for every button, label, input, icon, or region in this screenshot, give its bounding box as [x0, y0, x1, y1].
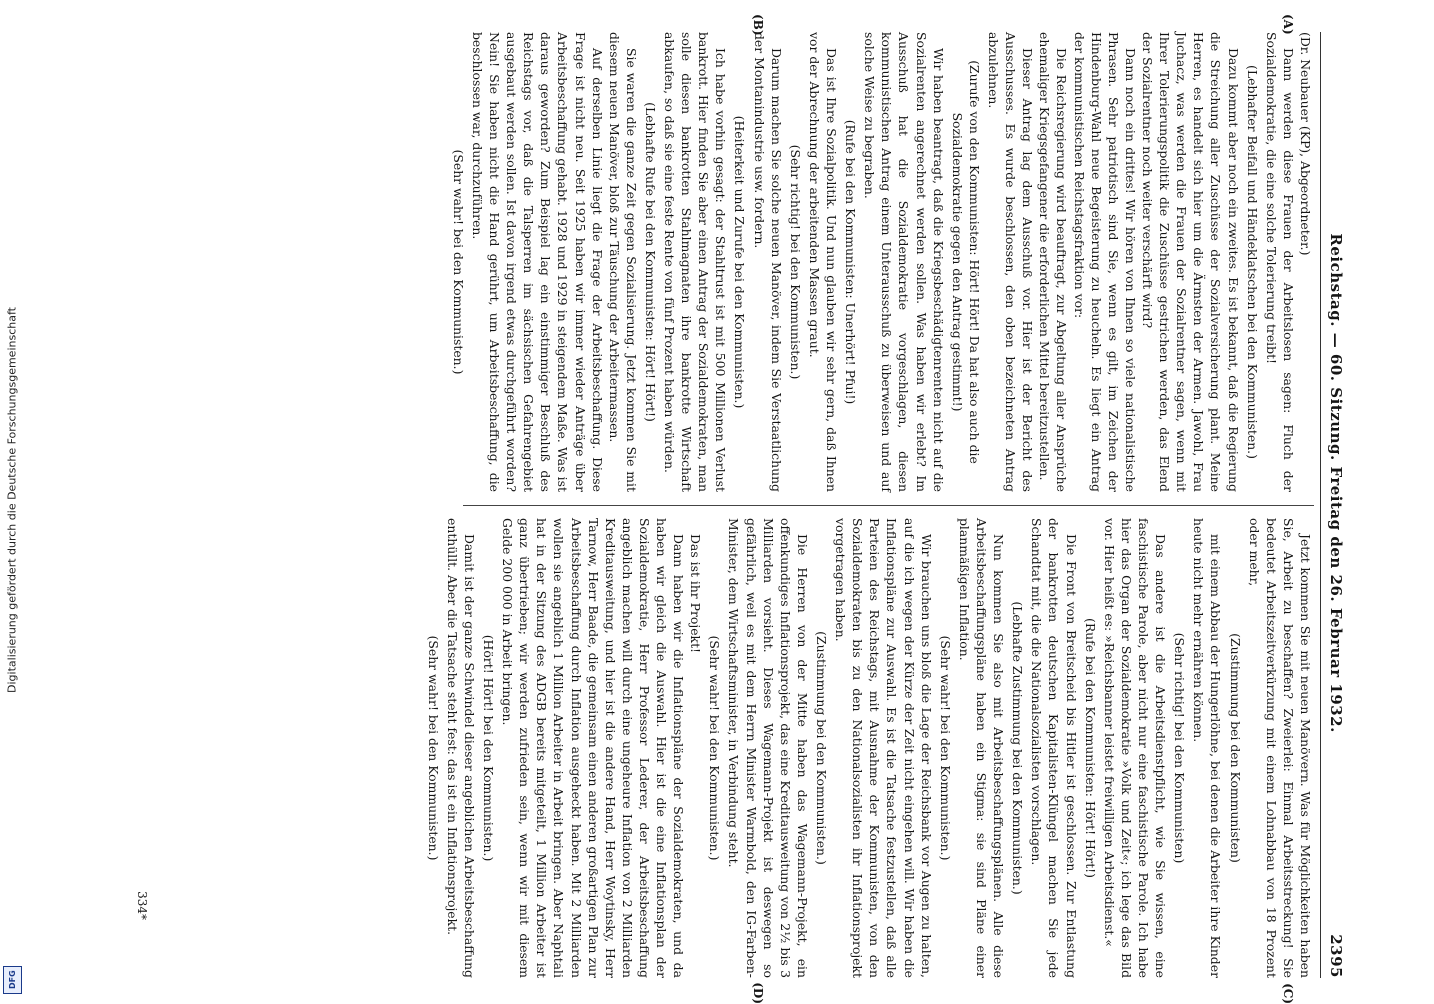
paragraph: Darum machen Sie solche neuen Manöver, indem Sie Verstaatlichung der Montanindustrie usw. fordern. — [751, 32, 784, 492]
paragraph: Dann haben wir die Inflationspläne der Sozialdemokraten, und da haben wir gleich die Auswahl. Hier ist die eine Inflationsplan der Sozialdemokratie, Herr Professor Lederer, der Arbeitsbeschaffung angeblich machen will durch eine ungeheure Inflation von 2 Milliarden Kreditausweitung, und hier ist die andere Hand, Herr Woytinsky, Herr Tarnow, Herr Baade, die gemeinsam einen anderen großartigen Plan zur Arbeitsbeschaffung durch Inflation ausgeheckt haben. Mit 2 Milliarden wollen sie angeblich 1 Million Arbeiter in Arbeit bringen. Aber Naphtali hat in der Sitzung des ADGB bereits mitgeteilt, 1 Million Arbeiter ist ganz übertrieben; wir werden zufrieden sein, wenn wir mit diesem Gelde 200 000 in Arbeit bringen. — [500, 518, 687, 978]
interjection: (Lebhafte Rufe bei den Kommunisten: Hört! Hört!) — [642, 102, 658, 422]
margin-marker-d: (D) — [751, 982, 765, 1004]
paragraph: Dann werden diese Frauen der Arbeitslosen sagen: Fluch der Sozialdemokratie, die eine solche Tolerierung treibt! — [1263, 32, 1296, 492]
interjection: (Lebhafter Beifall und Händeklatschen bei den Kommunisten.) — [1244, 65, 1260, 459]
interjection: (Sehr wahr! bei den Kommunisten.) — [425, 635, 441, 861]
interjection: (Zurufe von den Kommunisten: Hört! Hört! Da hat also auch die Sozialdemokratie gegen den Antrag gestimmt!) — [949, 60, 982, 464]
interjection: (Hört! Hört! bei den Kommunisten.) — [480, 634, 496, 862]
digitization-credit — [0, 0, 24, 1000]
page-number: 2395 — [1327, 934, 1345, 978]
paragraph: mit einem Abbau der Hungerlöhne, bei denen die Arbeiter ihre Kinder heute nicht mehr ernähren können. — [1191, 518, 1224, 978]
paragraph: Dann noch ein drittes! Wir hören von Ihnen so viele nationalistische Phrasen. Sehr patriotisch sind Sie, wenn es gilt, im Zeichen der Hindenburg-Wahl neue Begeisterung zu heucheln. Es liegt ein Antrag der kommunistischen Reichstagsfraktion vor: — [1071, 32, 1138, 492]
interjection: (Sehr wahr! bei den Kommunisten.) — [937, 635, 953, 861]
quoted-motion: Die Reichsregierung wird beauftragt, zur Abgeltung aller Ansprüche ehemaliger Kriegsgefangener die erforderlichen Mittel bereitzustellen. — [1037, 32, 1070, 492]
paragraph: Wir brauchen uns bloß die Lage der Reichsbank vor Augen zu halten, auf die ich wegen der Kürze der Zeit nicht eingehen will. Wir haben die Inflationspläne zur Auswahl. Es ist die Tatsache festzustellen, daß alle Parteien des Reichstags, mit Ausnahme der Kommunisten, von den Sozialdemokraten bis zu den Nationalsozialisten ihr Inflationsprojekt vorgetragen haben. — [833, 518, 934, 978]
paragraph: Dieser Antrag lag dem Ausschuß vor. Hier ist der Bericht des Ausschusses. Es wurde beschlossen, den oben bezeichneten Antrag abzulehnen. — [986, 32, 1036, 492]
credit-text: Digitalisierung gefördert durch die Deutsche Forschungsgemeinschaft — [5, 307, 19, 693]
paragraph: Ich habe vorhin gesagt: der Stahltrust ist mit 500 Millionen Verlust bankrott. Hier finden Sie aber einen Antrag der Sozialdemokraten, man solle diesen bankrotten Stahlmagnaten ihre bankrotte Wirtschaft abkaufen, so daß sie eine feste Rente von fünf Prozent haben würden. — [662, 32, 729, 492]
interjection: (Sehr wahr! bei den Kommunisten.) — [707, 635, 723, 861]
margin-marker-b: (B) — [751, 14, 765, 36]
running-title: Reichstag. — 60. Sitzung. Freitag den 26. Februar 1932. — [1327, 233, 1345, 733]
footer-page-number: 334* — [135, 891, 149, 920]
interjection: (Zustimmung bei den Kommunisten) — [1227, 633, 1243, 863]
paragraph: Das andere ist die Arbeitsdienstpflicht, wie Sie wissen, eine faschistische Parole, aber nicht nur eine faschistische Parole. Ich habe hier das Organ der Sozialdemokratie »Volk und Zeit«; ich lege das Bild vor. Hier heißt es: »Reichsbanner leistet freiwilligen Arbeitsdienst.« — [1101, 518, 1169, 978]
interjection: (Sehr richtig! bei den Kommunisten.) — [787, 144, 803, 380]
interjection: (Sehr richtig! bei den Kommunisten) — [1172, 632, 1188, 864]
left-column — [423, 32, 1314, 492]
interjection: (Sehr wahr! bei den Kommunisten.) — [450, 149, 466, 375]
text-columns — [423, 32, 1314, 978]
document-page — [115, 14, 1365, 1004]
paragraph: Das ist Ihre Sozialpolitik. Und nun glauben wir sehr gern, daß Ihnen vor der Abrechnung der arbeitenden Massen graut. — [806, 32, 840, 492]
paragraph: Das ist ihr Projekt! — [688, 534, 704, 654]
paragraph: Wir haben beantragt, daß die Kriegsbeschädigtenrenten nicht auf die Sozialrenten angerechnet werden sollen. Was haben wir erlebt? Im Ausschuß hat die Sozialdemokratie vorgeschlagen, diesen kommunistischen Antrag einem Unterausschuß zu überweisen und auf solche Weise zu begraben. — [862, 32, 946, 492]
interjection: (Rufe bei den Kommunisten: Unerhört! Pfui!) — [843, 119, 859, 405]
paragraph: Damit ist der ganze Schwindel dieser angeblichen Arbeitsbeschaffung enthüllt. Aber die Tatsache steht fest: das ist ein Inflationsprojekt. — [444, 518, 477, 978]
paragraph: Dazu kommt aber noch ein zweites. Es ist bekannt, daß die Regierung die Streichung aller Zuschüsse der Sozialversicherung plant. Meine Herren, es handelt sich hier um die Ärmsten der Armen. Jawohl, Frau Juchacz, was werden die Frauen der Sozialrentner sagen, wenn mit Ihrer Tolerierungspolitik die Zuschüsse gestrichen werden, das Elend der Sozialrentner noch weiter verschärft wird? — [1140, 32, 1241, 492]
interjection: (Zustimmung bei den Kommunisten.) — [814, 631, 830, 865]
paragraph: Jetzt kommen Sie mit neuen Manövern. Was für Möglichkeiten haben Sie, Arbeit zu beschaffen? Zweierlei: Einmal Arbeitsstreckung! Sie bedeutet Arbeitszeitverkürzung mit einem Lohnabbau von 18 Prozent oder mehr, — [1246, 518, 1313, 978]
interjection: (Lebhafte Zustimmung bei den Kommunisten.) — [1010, 601, 1026, 895]
paragraph: Die Front von Breitscheid bis Hitler ist geschlossen. Zur Entlastung der bankrotten deutschen Kapitalisten-Klüngel machen Sie jede Schandtat mit, die die Nationalsozialisten vorschlagen. — [1029, 518, 1079, 978]
dfg-logo: DFG — [3, 966, 22, 994]
interjection: (Heiterkeit und Zurufe bei den Kommunisten.) — [732, 115, 748, 409]
page-header — [1320, 32, 1345, 978]
right-column — [423, 518, 1314, 978]
paragraph: Sie waren die ganze Zeit gegen Sozialisierung. Jetzt kommen Sie mit diesem neuen Manöver, bloß zur Täuschung der Arbeitermassen. — [606, 32, 639, 492]
paragraph: Auf derselben Linie liegt die Frage der Arbeitsbeschaffung. Diese Frage ist nicht neu. Seit 1925 haben wir immer wieder Anträge über Arbeitsbeschaffung gehabt. 1928 und 1929 in steigendem Maße. Was ist daraus geworden? Zum Beispiel lag ein einstimmiger Beschluß des Reichstags vor, daß die Talsperren im sächsischen Gefahrengebiet ausgebaut werden sollen. Ist davon irgend etwas durchgeführt worden? Nein! Sie haben nicht die Hand gerührt, um Arbeitsbeschaffung, die beschlossen war, durchzuführen. — [469, 32, 605, 492]
speaker-line: (Dr. Neubauer (KP), Abgeordneter.) — [1298, 32, 1313, 256]
paragraph: Nun kommen Sie also mit Arbeitsbeschaffungsplänen. Alle diese Arbeitsbeschaffungspläne haben ein Stigma: sie sind Pläne einer planmäßigen Inflation. — [956, 518, 1007, 978]
paragraph: Die Herren von der Mitte haben das Wagemann-Projekt, ein offenkundiges Inflationsprojekt, das eine Kreditausweitung von 2½ bis 3 Milliarden vorsieht. Dieses Wagemann-Projekt ist deswegen so gefährlich, weil es mit dem Herrn Minister Warmbold, den IG-Farben-Minister, dem Wirtschaftsminister, in Verbindung steht. — [726, 518, 810, 978]
interjection: (Rufe bei den Kommunisten: Hört! Hört!) — [1082, 618, 1098, 878]
margin-marker-c: (C) — [1281, 983, 1295, 1004]
margin-marker-a: (A) — [1281, 14, 1295, 35]
